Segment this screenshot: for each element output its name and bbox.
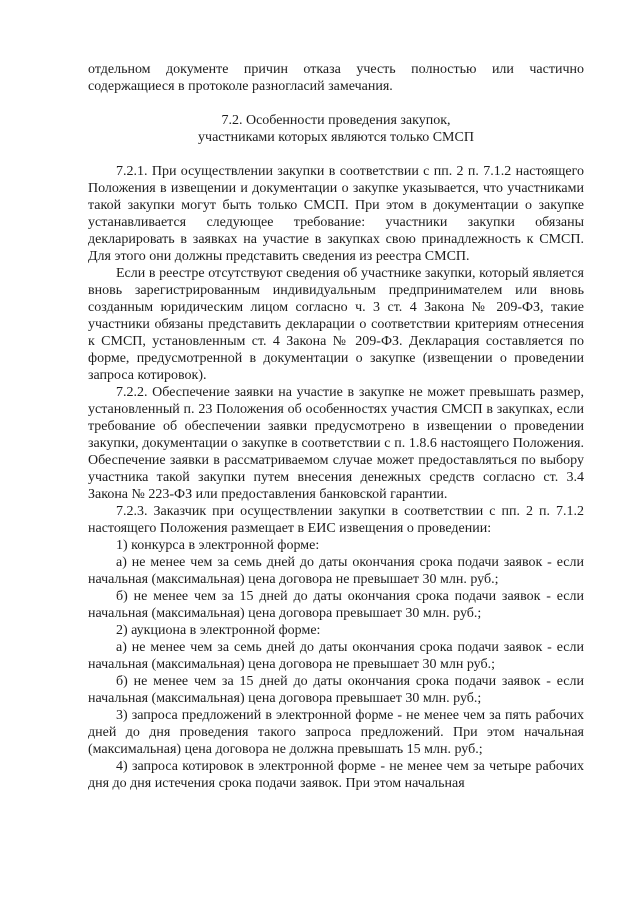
list-item-3-zapros-predlozheniy: 3) запроса предложений в электронной форме - не менее чем за пять рабочих дней до дня проведения такого запроса предложений. При этом начальная (максимальная) цена договора не должна превышать 15 млн. руб.; [88, 708, 584, 757]
list-item-2-auktsion: 2) аукциона в электронной форме: [116, 623, 321, 638]
paragraph-continuation: отдельном документе причин отказа учесть полностью или частично содержащиеся в протоколе разногласий замечания. [88, 62, 584, 94]
list-item-2b: б) не менее чем за 15 дней до даты окончания срока подачи заявок - если начальная (максимальная) цена договора превышает 30 млн. руб.; [88, 674, 584, 706]
section-heading-line2: участниками которых являются только СМСП [198, 130, 474, 145]
list-item-1a: а) не менее чем за семь дней до даты окончания срока подачи заявок - если начальная (максимальная) цена договора не превышает 30 млн. руб.; [88, 555, 584, 587]
paragraph-7-2-3: 7.2.3. Заказчик при осуществлении закупки в соответствии с пп. 2 п. 7.1.2 настоящего Положения размещает в ЕИС извещения о проведении: [88, 504, 584, 536]
section-heading-line1: 7.2. Особенности проведения закупок, [221, 113, 451, 128]
list-item-1-konkurs: 1) конкурса в электронной форме: [116, 538, 320, 553]
paragraph-7-2-1: 7.2.1. При осуществлении закупки в соответствии с пп. 2 п. 7.1.2 настоящего Положения в извещении и документации о закупке указывается, что участниками такой закупки могут быть только СМСП. При этом в документации о закупке устанавливается следующее требование: участники закупки обязаны декларировать в заявках на участие в закупках свою принадлежность к СМСП. Для этого они должны представить сведения из реестра СМСП. [88, 164, 584, 264]
list-item-2a: а) не менее чем за семь дней до даты окончания срока подачи заявок - если начальная (максимальная) цена договора не превышает 30 млн руб.; [88, 640, 584, 672]
list-item-4-zapros-kotirovok: 4) запроса котировок в электронной форме - не менее чем за четыре рабочих дня до дня истечения срока подачи заявок. При этом начальная [88, 759, 584, 791]
section-heading [88, 112, 584, 146]
paragraph-7-2-2: 7.2.2. Обеспечение заявки на участие в закупке не может превышать размер, установленный п. 23 Положения об особенностях участия СМСП в закупках, если требование об обеспечении заявки предусмотрено в извещении о проведении закупки, документации о закупке в соответствии с п. 1.8.6 настоящего Положения. Обеспечение заявки в рассматриваемом случае может предоставляться по выбору участника такой закупки путем внесения денежных средств согласно ст. 3.4 Закона № 223-ФЗ или предоставления банковской гарантии. [88, 385, 584, 502]
list-item-1b: б) не менее чем за 15 дней до даты окончания срока подачи заявок - если начальная (максимальная) цена договора превышает 30 млн. руб.; [88, 589, 584, 621]
paragraph-registry-declaration: Если в реестре отсутствуют сведения об участнике закупки, который является вновь зарегистрированным индивидуальным предпринимателем или вновь созданным юридическим лицом согласно ч. 3 ст. 4 Закона № 209-ФЗ, такие участники обязаны представить декларации о соответствии критериям отнесения к СМСП, установленным ст. 4 Закона № 209-ФЗ. Декларация составляется по форме, предусмотренной в документации о закупке (извещении о проведении запроса котировок). [88, 266, 584, 383]
